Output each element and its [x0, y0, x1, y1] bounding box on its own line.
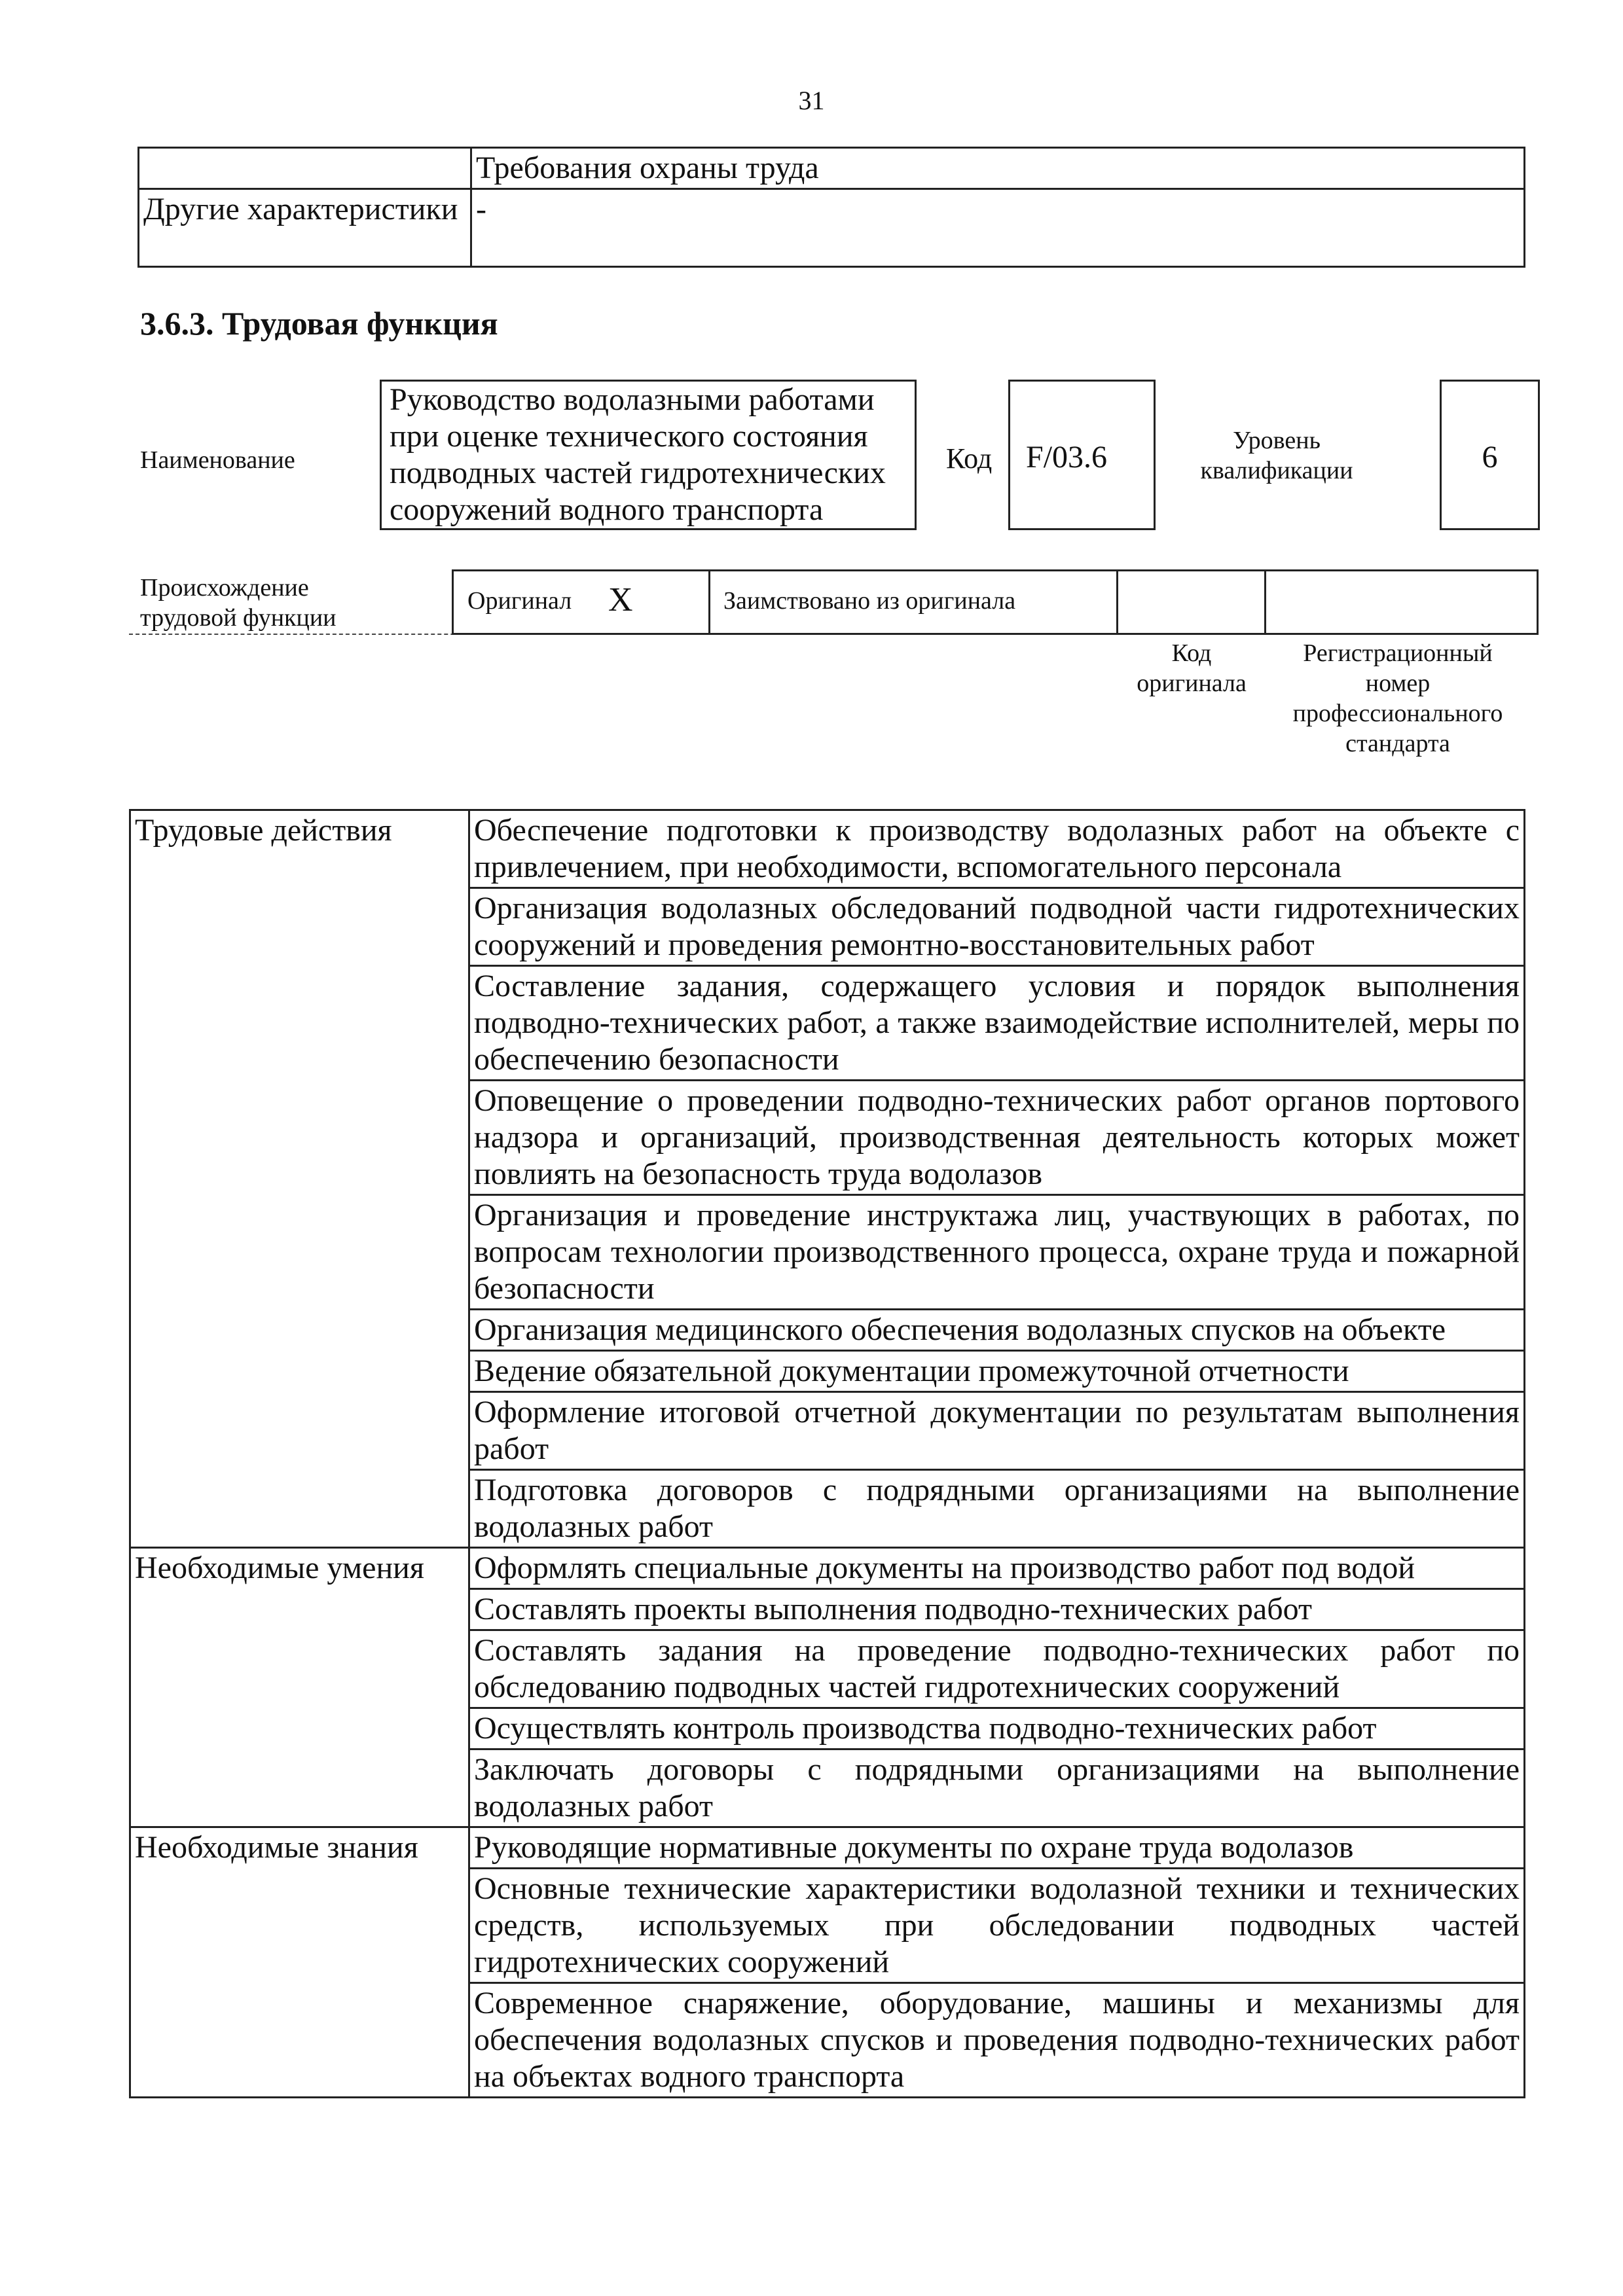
name-label: Наименование	[140, 446, 295, 474]
borrowed-cell	[710, 571, 1118, 633]
origin-label: Происхождение трудовой функции	[140, 574, 337, 632]
table-cell: Оформлять специальные документы на производство работ под водой	[469, 1548, 1525, 1589]
origin-box	[452, 569, 1539, 635]
section-label-skills: Необходимые умения	[130, 1548, 469, 1827]
table-cell: Ведение обязательной документации промежуточной отчетности	[469, 1351, 1525, 1392]
page-number: 31	[798, 86, 825, 115]
original-mark: X	[608, 581, 633, 619]
table-cell: Руководящие нормативные документы по охране труда водолазов	[469, 1827, 1525, 1869]
table-cell: Организация и проведение инструктажа лиц, участвующих в работах, по вопросам технологии производственного процесса, охране труда и пожарной безопасности	[469, 1195, 1525, 1310]
table-row	[139, 148, 1525, 189]
table-cell: Оформление итоговой отчетной документации по результатам выполнения работ	[469, 1392, 1525, 1470]
table-cell: Заключать договоры с подрядными организациями на выполнение водолазных работ	[469, 1749, 1525, 1827]
qualification-level-box	[1440, 380, 1540, 530]
original-cell	[454, 571, 710, 633]
table-row	[130, 1548, 1525, 1589]
level-label: Уровень квалификации	[1200, 427, 1353, 484]
top-characteristics-table	[137, 147, 1525, 268]
qualification-level-value: 6	[1482, 440, 1498, 475]
table-row	[139, 189, 1525, 267]
original-code-cell	[1119, 571, 1266, 633]
original-label: Оригинал	[467, 587, 572, 615]
table-row	[130, 810, 1525, 888]
section-label-actions: Трудовые действия	[130, 810, 469, 1548]
table-cell: Осуществлять контроль производства подводно-технических работ	[469, 1708, 1525, 1749]
table-row	[130, 1827, 1525, 1869]
table-cell: Современное снаряжение, оборудование, машины и механизмы для обеспечения водолазных спусков и проведения подводно-технических работ на объектах водного транспорта	[469, 1983, 1525, 2098]
borrowed-label: Заимствовано из оригинала	[723, 587, 1016, 615]
function-name-box	[380, 380, 917, 530]
function-code-value: F/03.6	[1026, 440, 1108, 475]
section-label-knowledge: Необходимые знания	[130, 1827, 469, 2098]
table-cell-value: Требования охраны труда	[471, 148, 1525, 189]
table-cell: Организация медицинского обеспечения водолазных спусков на объекте	[469, 1310, 1525, 1351]
table-cell: Организация водолазных обследований подводной части гидротехнических сооружений и проведения ремонтно-восстановительных работ	[469, 888, 1525, 966]
code-label: Код	[946, 442, 993, 475]
registration-caption: Регистрационный номер профессионального стандарта	[1292, 639, 1503, 757]
function-code-box	[1008, 380, 1156, 530]
table-cell-value: -	[471, 189, 1525, 267]
table-cell: Составлять проекты выполнения подводно-технических работ	[469, 1589, 1525, 1630]
table-cell: Основные технические характеристики водолазной техники и технических средств, используемых при обследовании подводных частей гидротехнических сооружений	[469, 1869, 1525, 1983]
function-name-value: Руководство водолазными работами при оценке технического состояния подводных частей гидротехнических сооружений водного транспорта	[390, 382, 886, 527]
section-title: 3.6.3. Трудовая функция	[140, 305, 498, 342]
table-cell: Подготовка договоров с подрядными организациями на выполнение водолазных работ	[469, 1470, 1525, 1548]
table-cell: Составление задания, содержащего условия и порядок выполнения подводно-технических работ, а также взаимодействие исполнителей, меры по обеспечению безопасности	[469, 966, 1525, 1081]
table-cell: Обеспечение подготовки к производству водолазных работ на объекте с привлечением, при необходимости, вспомогательного персонала	[469, 810, 1525, 888]
code-caption: Код оригинала	[1137, 639, 1247, 697]
table-cell: Составлять задания на проведение подводно-технических работ по обследованию подводных частей гидротехнических сооружений	[469, 1630, 1525, 1708]
table-cell: Оповещение о проведении подводно-технических работ органов портового надзора и организаций, производственная деятельность которых может повлиять на безопасность труда водолазов	[469, 1081, 1525, 1195]
table-cell-label: Другие характеристики	[139, 189, 471, 267]
table-cell-label	[139, 148, 471, 189]
function-details-table	[129, 809, 1525, 2098]
